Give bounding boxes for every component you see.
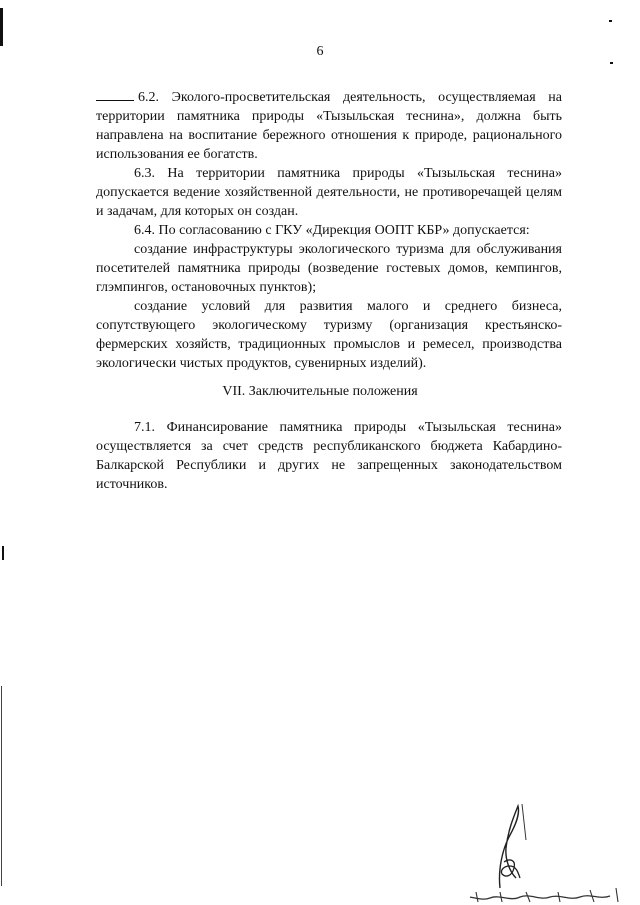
paragraph-6-3: 6.3. На территории памятника природы «Тызыльская теснина» допускается ведение хозяйственной деятельности, не противоречащей целям и задачам, для которых он создан. xyxy=(96,166,562,219)
handwritten-signature xyxy=(470,800,630,905)
scan-edge-mark-left-bottom xyxy=(1,686,2,886)
section-7-heading: VII. Заключительные положения xyxy=(222,384,418,399)
section-7-body xyxy=(96,418,562,494)
page-number: 6 xyxy=(316,44,324,59)
scan-dot-top-right xyxy=(609,20,612,22)
blank-line-mark xyxy=(96,100,134,101)
section-6-body xyxy=(96,88,562,373)
scan-edge-mark-left-mid xyxy=(2,546,4,560)
scan-edge-mark-top-left xyxy=(0,8,3,46)
paragraph-7-1: 7.1. Финансирование памятника природы «Тызыльская теснина» осуществляется за счет средств республиканского бюджета Кабардино-Балкарской Республики и других не запрещенных законодательством источников. xyxy=(96,420,562,492)
paragraph-6-4-item-1: создание инфраструктуры экологического туризма для обслуживания посетителей памятника природы (возведение гостевых домов, кемпингов, глэмпингов, остановочных пунктов); xyxy=(96,242,562,295)
paragraph-6-2 xyxy=(96,88,562,164)
paragraph-6-2-text: 6.2. Эколого-просветительская деятельность, осуществляемая на территории памятника природы «Тызыльская теснина», должна быть направлена на воспитание бережного отношения к природе, рационального использования ее богатств. xyxy=(96,90,562,162)
scan-dot-right xyxy=(610,62,613,64)
paragraph-6-4: 6.4. По согласованию с ГКУ «Дирекция ООПТ КБР» допускается: xyxy=(134,223,530,238)
paragraph-6-4-item-2: создание условий для развития малого и среднего бизнеса, сопутствующего экологическому туризму (организация крестьянско-фермерских хозяйств, традиционных промыслов и ремесел, производства экологически чистых продуктов, сувенирных изделий). xyxy=(96,299,562,371)
